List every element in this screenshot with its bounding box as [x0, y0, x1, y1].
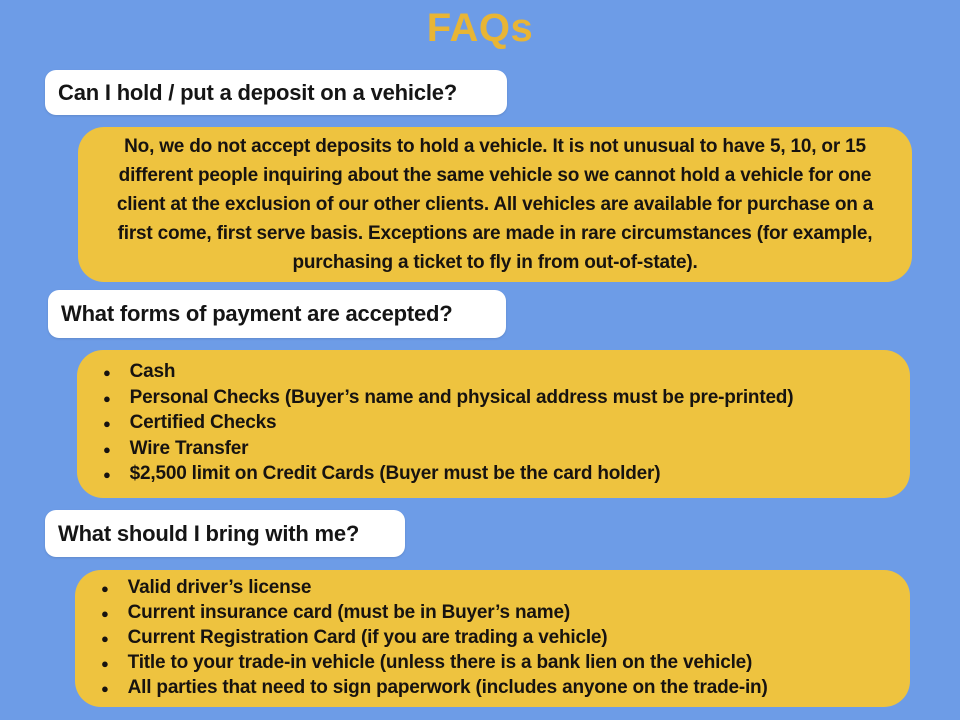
- list-item: [75, 601, 892, 626]
- question-text: Can I hold / put a deposit on a vehicle?: [58, 79, 458, 105]
- bullet-text: All parties that need to sign paperwork (includes anyone on the trade-in): [127, 677, 768, 698]
- list-item: [75, 576, 892, 601]
- question-text: What should I bring with me?: [58, 520, 360, 546]
- question-text: What forms of payment are accepted?: [61, 301, 453, 326]
- bullet-icon: ●: [101, 656, 109, 671]
- bullet-icon: ●: [101, 606, 109, 621]
- bullet-icon: ●: [103, 416, 111, 432]
- list-item: [77, 411, 892, 437]
- bullet-text: Personal Checks (Buyer’s name and physical address must be pre-printed): [129, 386, 794, 408]
- bullet-icon: ●: [101, 681, 109, 696]
- question-box-bring: [45, 510, 405, 557]
- list-item: [75, 676, 892, 701]
- question-box-payment: [48, 290, 506, 338]
- bullet-text: Valid driver’s license: [127, 577, 312, 598]
- bullet-text: Current insurance card (must be in Buyer’s name): [127, 602, 570, 623]
- bullet-text: Wire Transfer: [129, 437, 249, 459]
- bullet-icon: ●: [101, 631, 109, 646]
- list-item: [77, 386, 892, 412]
- question-box-deposit: [45, 70, 507, 115]
- list-item: [75, 626, 892, 651]
- page-title: FAQs: [426, 6, 534, 50]
- bullet-icon: ●: [103, 365, 111, 381]
- bullet-icon: ●: [103, 390, 111, 406]
- list-item: [77, 360, 892, 386]
- bullet-text: Current Registration Card (if you are trading a vehicle): [127, 627, 608, 648]
- answer-box-bring: [75, 570, 910, 707]
- bullet-text: Certified Checks: [129, 412, 277, 434]
- bullet-text: $2,500 limit on Credit Cards (Buyer must be the card holder): [129, 463, 661, 485]
- answer-box-payment: [77, 350, 910, 498]
- list-item: [77, 437, 892, 463]
- bullet-text: Cash: [129, 361, 176, 383]
- bullet-icon: ●: [103, 441, 111, 457]
- list-item: [75, 651, 892, 676]
- bullet-icon: ●: [101, 581, 109, 596]
- list-item: [77, 462, 892, 488]
- bullet-icon: ●: [103, 467, 111, 483]
- bullet-text: Title to your trade-in vehicle (unless there is a bank lien on the vehicle): [127, 652, 753, 673]
- answer-text: No, we do not accept deposits to hold a vehicle. It is not unusual to have 5, 10, or 15 different people inquiring about the same vehicle so we cannot hold a vehicle for one client at the exclusion of our other clients. All vehicles are available for purchase on a first come, first serve basis. Exceptions are made in rare circumstances (for example, purchasing a ticket to fly in from out-of-state).: [116, 136, 874, 273]
- answer-box-deposit: [78, 127, 912, 282]
